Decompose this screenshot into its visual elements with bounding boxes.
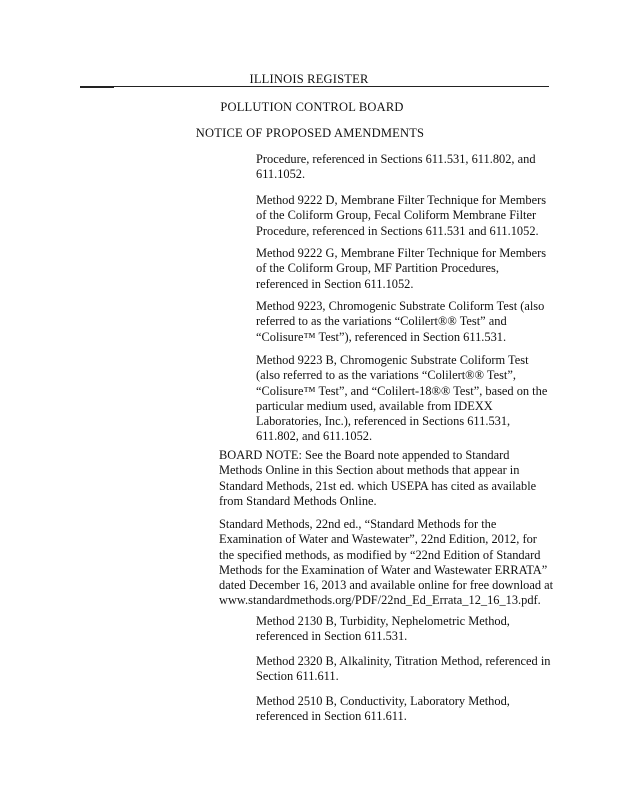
notice-title: NOTICE OF PROPOSED AMENDMENTS [195, 126, 425, 140]
paragraph-p10: Method 2510 B, Conductivity, Laboratory Method, referenced in Section 611.611. [256, 694, 510, 724]
paragraph-standard-methods-22nd: Standard Methods, 22nd ed., “Standard Methods for the Examination of Water and Wastewater”, 22nd Edition, 2012, for the specified methods, as modified by “22nd Edition of Standard Methods for the Examination of Water and Wastewater ERRATA” dated December 16, 2013 and available online for free download at www.standardmethods.org/PDF/22nd_Ed_Errata_12_16_13.pdf. [219, 517, 554, 608]
paragraph-p5: Method 9223 B, Chromogenic Substrate Coliform Test (also referred to as the variations “Colilert®® Test”, “Colisure™ Test”, and “Colilert-18®® Test”, based on the particular medium used, available from IDEXX Laboratories, Inc.), referenced in Sections 611.531, 611.802, and 611.1052. [256, 353, 548, 444]
paragraph-p1: Procedure, referenced in Sections 611.531, 611.802, and 611.1052. [256, 152, 536, 182]
paragraph-p3: Method 9222 G, Membrane Filter Technique for Members of the Coliform Group, MF Partition Procedures, referenced in Section 611.1052. [256, 246, 547, 291]
header-rule-mark [80, 87, 114, 88]
paragraph-p2: Method 9222 D, Membrane Filter Technique for Members of the Coliform Group, Fecal Coliform Membrane Filter Procedure, referenced in Sections 611.531 and 611.1052. [256, 193, 547, 238]
paragraph-p8: Method 2130 B, Turbidity, Nephelometric Method, referenced in Section 611.531. [256, 614, 510, 644]
paragraph-p4: Method 9223, Chromogenic Substrate Coliform Test (also referred to as the variations “Colilert®® Test” and “Colisure™ Test”), referenced in Section 611.531. [256, 299, 545, 344]
paragraph-p9: Method 2320 B, Alkalinity, Titration Method, referenced in Section 611.611. [256, 654, 551, 684]
board-title: POLLUTION CONTROL BOARD [220, 100, 404, 114]
register-title: ILLINOIS REGISTER [249, 72, 369, 86]
board-note: BOARD NOTE: See the Board note appended to Standard Methods Online in this Section about methods that appear in Standard Methods, 21st ed. which USEPA has cited as available from Standard Methods Online. [219, 448, 537, 508]
